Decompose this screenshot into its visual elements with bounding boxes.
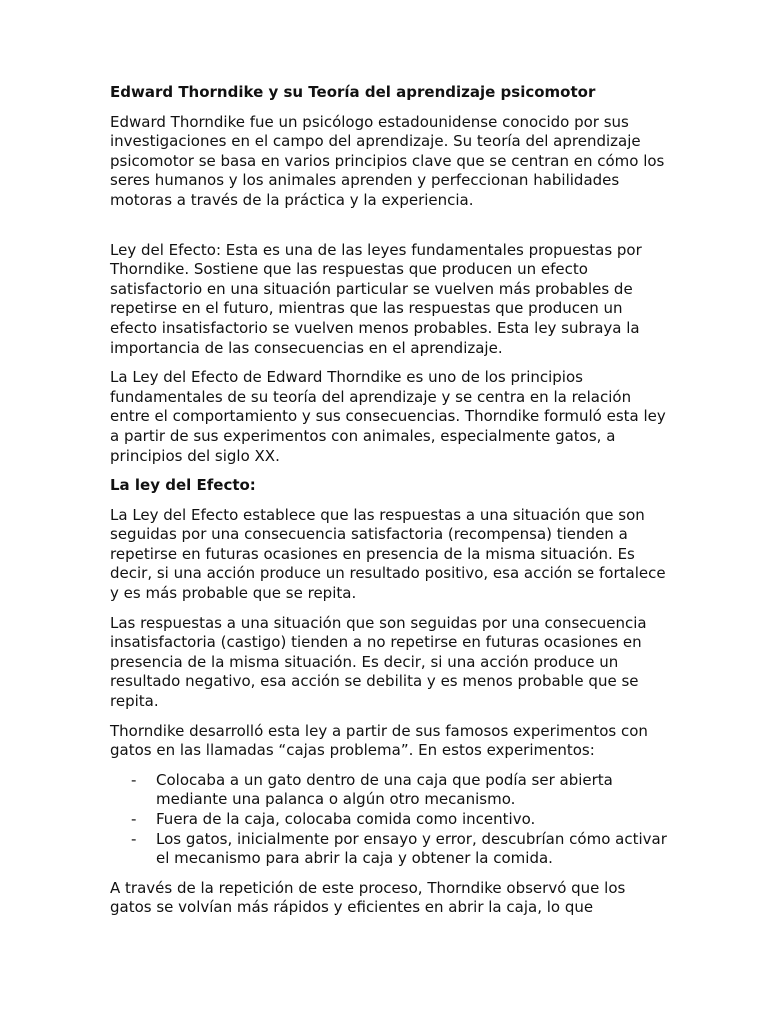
section-paragraph-2: Las respuestas a una situación que son seguidas por una consecuencia insatisfactoria (castigo) tienden a no repetirse en futuras ocasiones en presencia de la misma situación. Es decir, si una acción produce un resultado negativo, esa acción se debilita y es menos probable que se repita.	[110, 613, 647, 711]
experiment-list	[110, 771, 670, 869]
list-dash: -	[131, 810, 137, 828]
list-item	[110, 830, 670, 869]
list-item	[110, 771, 670, 810]
list-item	[110, 810, 670, 830]
section-heading: La ley del Efecto:	[110, 476, 256, 495]
list-dash: -	[131, 770, 137, 789]
list-item-text: Colocaba a un gato dentro de una caja que podía ser abierta mediante una palanca o algún otro mecanismo.	[156, 770, 613, 809]
document-title: Edward Thorndike y su Teoría del aprendizaje psicomotor	[110, 83, 596, 101]
document-page	[110, 83, 670, 928]
list-dash: -	[131, 829, 137, 848]
section-paragraph-1: La Ley del Efecto establece que las respuestas a una situación que son seguidas por una consecuencia satisfactoria (recompensa) tienden a repetirse en futuras ocasiones en presencia de la misma situación. Es decir, si una acción produce un resultado positivo, esa acción se fortalece y es más probable que se repita.	[110, 505, 666, 603]
intro-paragraph: Edward Thorndike fue un psicólogo estadounidense conocido por sus investigaciones en el campo del aprendizaje. Su teoría del aprendizaje psicomotor se basa en varios principios clave que se centran en cómo los seres humanos y los animales aprenden y perfeccionan habilidades motoras a través de la práctica y la experiencia.	[110, 112, 665, 209]
section-paragraph-3: Thorndike desarrolló esta ley a partir de sus famosos experimentos con gatos en las llamadas “cajas problema”. En estos experimentos:	[110, 721, 648, 760]
blank-line	[110, 221, 670, 241]
ley-efecto-paragraph: Ley del Efecto: Esta es una de las leyes fundamentales propuestas por Thorndike. Sostiene que las respuestas que producen un efecto satisfactorio en una situación particular se vuelven más probables de repetirse en el futuro, mientras que las respuestas que producen un efecto insatisfactorio se vuelven menos probables. Esta ley subraya la importancia de las consecuencias en el aprendizaje.	[110, 240, 642, 357]
list-item-text: Fuera de la caja, colocaba comida como incentivo.	[156, 810, 536, 828]
ley-efecto-origen-paragraph: La Ley del Efecto de Edward Thorndike es uno de los principios fundamentales de su teoría del aprendizaje y se centra en la relación entre el comportamiento y sus consecuencias. Thorndike formuló esta ley a partir de sus experimentos con animales, especialmente gatos, a principios del siglo XX.	[110, 368, 666, 465]
list-item-text: Los gatos, inicialmente por ensayo y error, descubrían cómo activar el mecanismo para abrir la caja y obtener la comida.	[156, 829, 667, 868]
closing-paragraph: A través de la repetición de este proceso, Thorndike observó que los gatos se volvían más rápidos y eficientes en abrir la caja, lo que	[110, 878, 626, 917]
